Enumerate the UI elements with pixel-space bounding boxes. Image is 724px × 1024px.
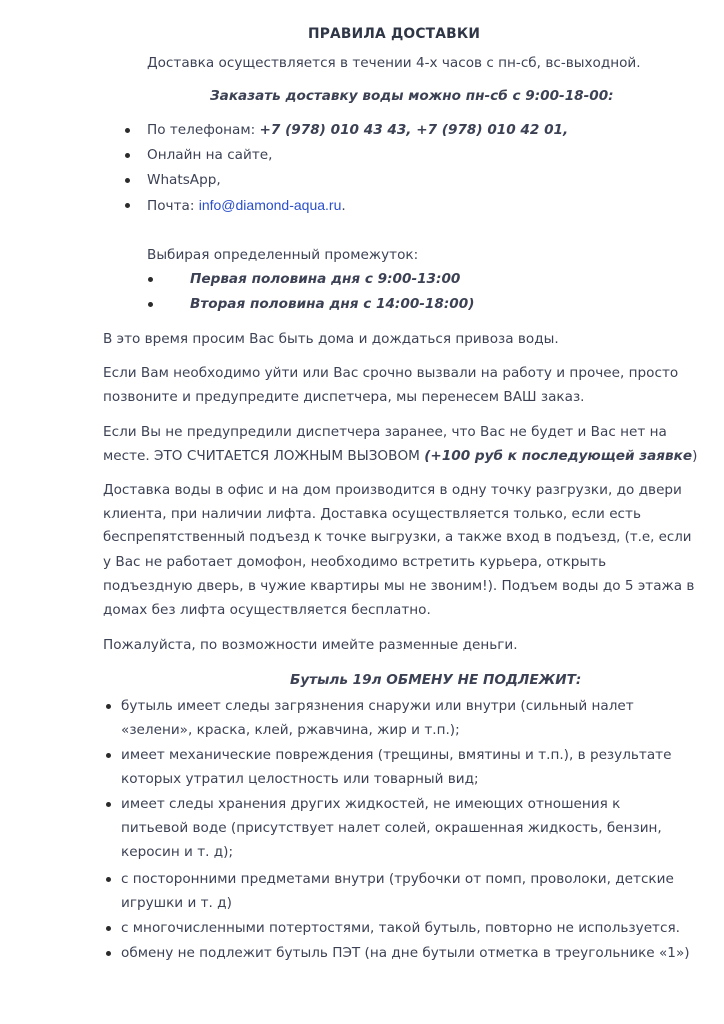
phone-numbers: +7 (978) 010 43 43, +7 (978) 010 42 01,: [259, 122, 569, 138]
bullet-icon: [106, 877, 111, 882]
false-call-text: месте. ЭТО СЧИТАЕТСЯ ЛОЖНЫМ ВЫЗОВОМ: [103, 448, 425, 464]
bullet-icon: [106, 802, 111, 807]
paragraph-delivery: подъездную дверь, в чужие квартиры мы не звоним!). Подъем воды до 5 этажа в: [103, 578, 695, 594]
list-item: имеет механические повреждения (трещины, вмятины и т.п.), в результате: [121, 747, 672, 763]
paragraph-delivery: домах без лифта осуществляется бесплатно.: [103, 602, 431, 618]
paragraph-stay-home: В это время просим Вас быть дома и дождаться привоза воды.: [103, 331, 559, 347]
list-item-continued: питьевой воде (присутствует налет солей, окрашенная жидкость, бензин,: [121, 820, 662, 836]
order-heading: Заказать доставку воды можно пн-сб с 9:00-18-00:: [210, 88, 614, 104]
mail-label: Почта:: [147, 198, 199, 214]
paragraph-false-call: [103, 447, 697, 465]
list-item-continued: которых утратил целостность или товарный вид;: [121, 771, 479, 787]
bullet-icon: [106, 704, 111, 709]
bullet-icon: [106, 926, 111, 931]
paragraph-delivery: у Вас не работает домофон, необходимо встретить курьера, открыть: [103, 554, 607, 570]
interval-item: Первая половина дня с 9:00-13:00: [190, 271, 461, 287]
false-call-end: ): [692, 448, 698, 464]
interval-item: Вторая половина дня с 14:00-18:00): [190, 296, 475, 312]
paragraph-change: Пожалуйста, по возможности имейте разменные деньги.: [103, 637, 518, 653]
list-item: Онлайн на сайте,: [147, 147, 273, 163]
list-item: обмену не подлежит бутыль ПЭТ (на дне бутыли отметка в треугольнике «1»): [121, 945, 690, 961]
paragraph-reschedule: Если Вам необходимо уйти или Вас срочно вызвали на работу и прочее, просто: [103, 365, 679, 381]
paragraph-delivery: клиента, при наличии лифта. Доставка осуществляется только, если есть: [103, 506, 641, 522]
list-item: [147, 121, 568, 139]
bullet-icon: [106, 753, 111, 758]
interval-intro: Выбирая определенный промежуток:: [147, 247, 419, 263]
list-item: имеет следы хранения других жидкостей, не имеющих отношения к: [121, 796, 621, 812]
bullet-icon: [148, 277, 153, 282]
bullet-icon: [148, 302, 153, 307]
delivery-schedule: Доставка осуществляется в течении 4-х часов с пн-сб, вс-выходной.: [147, 55, 641, 71]
false-call-penalty: (+100 руб к последующей заявке: [424, 448, 693, 464]
list-item: с многочисленными потертостями, такой бутыль, повторно не используется.: [121, 920, 680, 936]
bullet-icon: [125, 153, 130, 158]
list-item: с посторонними предметами внутри (трубочки от помп, проволоки, детские: [121, 871, 674, 887]
page-title: ПРАВИЛА ДОСТАВКИ: [308, 26, 481, 42]
list-item: [147, 196, 346, 215]
list-item-continued: игрушки и т. д): [121, 895, 232, 911]
list-item-continued: «зелени», краска, клей, ржавчина, жир и т.п.);: [121, 722, 460, 738]
email-link[interactable]: info@diamond-aqua.ru: [198, 197, 342, 213]
paragraph-delivery: Доставка воды в офис и на дом производится в одну точку разгрузки, до двери: [103, 482, 682, 498]
bullet-icon: [125, 128, 130, 133]
bullet-icon: [106, 951, 111, 956]
exchange-heading: Бутыль 19л ОБМЕНУ НЕ ПОДЛЕЖИТ:: [290, 672, 582, 688]
list-item: бутыль имеет следы загрязнения снаружи или внутри (сильный налет: [121, 698, 634, 714]
phone-label: По телефонам:: [147, 122, 260, 138]
list-item-continued: керосин и т. д);: [121, 844, 234, 860]
list-item: WhatsApp,: [147, 172, 221, 188]
paragraph-false-call: Если Вы не предупредили диспетчера заранее, что Вас не будет и Вас нет на: [103, 424, 667, 440]
bullet-icon: [125, 203, 130, 208]
mail-end: .: [341, 198, 346, 214]
bullet-icon: [125, 178, 130, 183]
paragraph-reschedule: позвоните и предупредите диспетчера, мы перенесем ВАШ заказ.: [103, 389, 585, 405]
paragraph-delivery: беспрепятственный подъезд к точке выгрузки, а также вход в подъезд, (т.е, если: [103, 530, 692, 545]
